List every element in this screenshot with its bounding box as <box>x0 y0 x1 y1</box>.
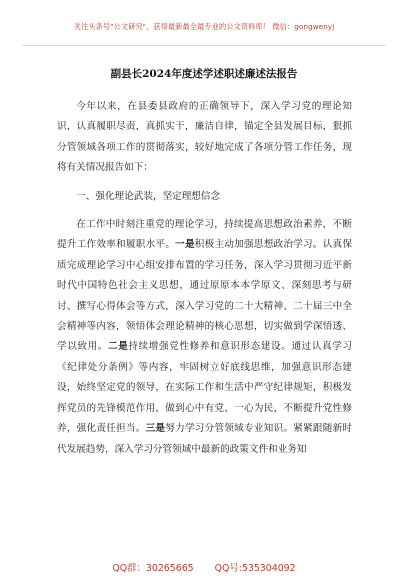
paragraph-text: 积极主动加强思想政治学习。认真保质完成理论学习中心组安排布置的学习任务，深入学习贯彻习近平新时代中国特色社会主义思想，通过原原本本学原文、深刻思考与研讨、撰写心得体会等方式，深入学习党的二十大精神、二十届三中全会精神等内容，领悟体会理论精神的核心思想，切实做到学深悟透、学以致用。 <box>57 239 353 353</box>
point-marker-1: 一是 <box>175 239 195 251</box>
footer-contact: QQ群：30265665 QQ号:535304092 <box>112 563 296 574</box>
point-marker-2: 二是 <box>107 341 129 353</box>
point-marker-3: 三是 <box>145 423 166 435</box>
paragraph-text: 在工作中时刻注重党的理论学习，持续提高思想政治素养，不断提升工作效率和履职水平。 <box>57 219 352 251</box>
section-1-paragraph <box>57 215 352 460</box>
paragraph-text: 努力学习分管领域专业知识。紧紧跟随新时代发展趋势，深入学习分管领域中最新的政策文件和业务知 <box>57 423 353 455</box>
intro-paragraph: 今年以来，在县委县政府的正确领导下，深入学习党的理论知识，认真履职尽责，真抓实干，廉洁自律，锚定全县发展目标，狠抓分管领域各项工作的贯彻落实，较好地完成了各项分管工作任务，现将有关情况报告如下： <box>57 101 352 174</box>
section-heading-1: 一、强化理论武装，坚定理想信念 <box>76 190 221 202</box>
header-banner: 关注头条号"公文研究"，获得最新最全最专业的公文资料库！ 微信：gongwenyj <box>73 22 335 31</box>
header-divider <box>22 45 386 46</box>
document-body <box>57 97 352 460</box>
document-title: 副县长2024年度述学述职述廉述法报告 <box>110 68 298 80</box>
paragraph-text: 持续增强党性修养和意识形态建设。通过认真学习《纪律处分条例》等内容，牢固树立好底线思维，加强意识形态建设，始终坚定党的领导，在实际工作和生活中严守纪律规矩，积极发挥党员的先锋模范作用，做到心中有党、一心为民，不断提升党性修养，强化责任担当。 <box>57 341 353 435</box>
